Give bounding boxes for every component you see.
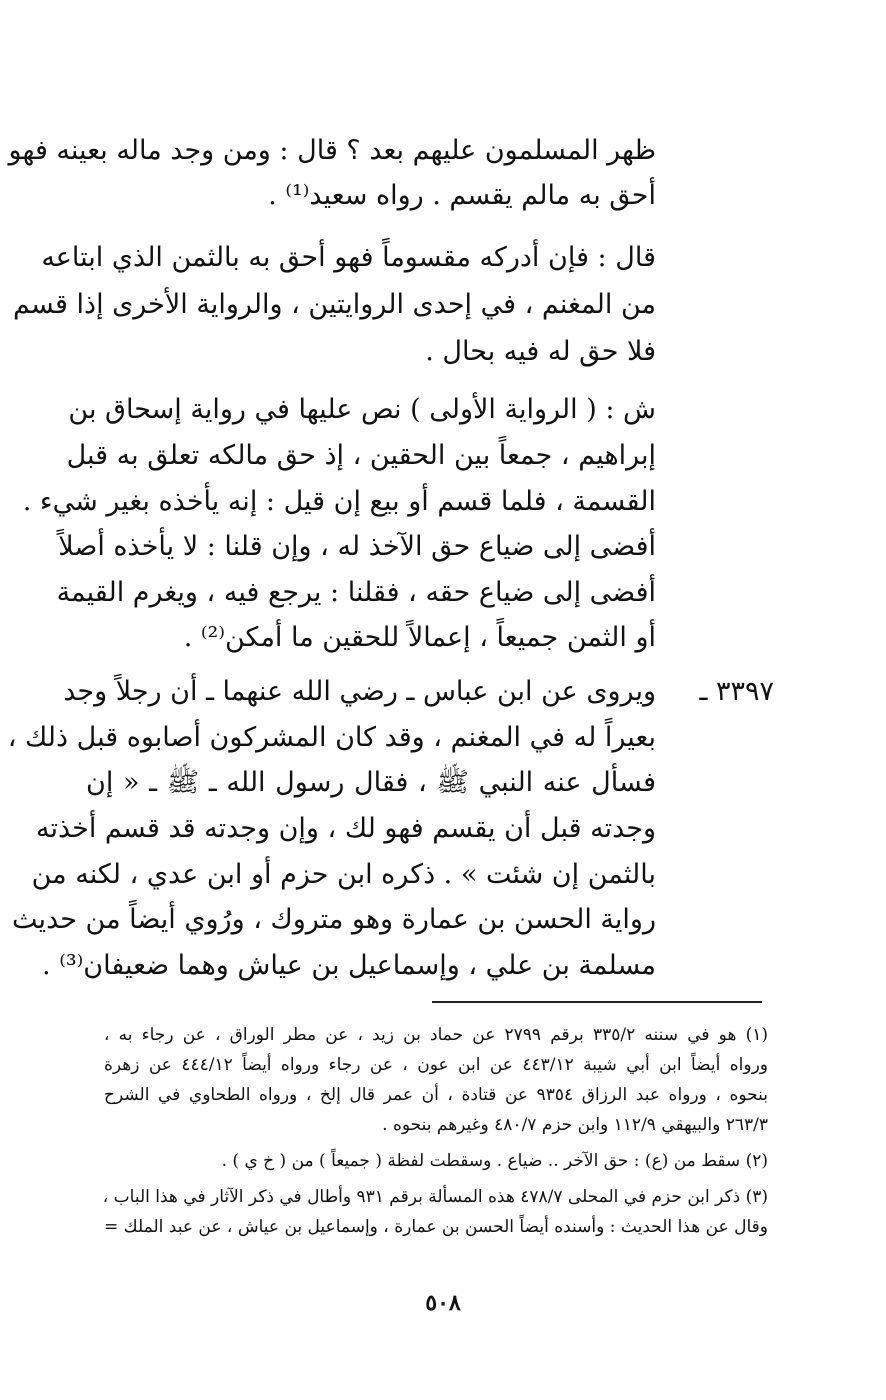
footnote-line: (١) هو في سننه ٣٣٥/٢ برقم ٢٧٩٩ عن حماد بن زيد ، عن مطر الوراق ، عن رجاء به ، [104,1025,768,1045]
footnote-line: (٢) سقط من (ع) : حق الآخر .. ضياع . وسقطت لفظة ( جميعاً ) من ( خ ي ) . [221,1151,768,1171]
text-line: أحق به مالم يقسم . رواه سعيد⁽¹⁾ . [268,180,656,211]
hadith-line: وجدته قبل أن يقسم فهو لك ، وإن وجدته قد قسم أخذته [35,813,656,844]
footnote-line: ورواه أيضاً ابن أبي شيبة ٤٤٣/١٢ عن ابن عون ، عن رجاء ورواه أيضاً ٤٤٤/١٢ عن زهرة [104,1055,769,1075]
hadith-line: بعيراً له في المغنم ، وقد كان المشركون أصابوه قبل ذلك ، [7,722,656,753]
hadith-line: بالثمن إن شئت » . ذكره ابن حزم أو ابن عدي ، لكنه من [31,859,656,890]
footnote-line: (٣) ذكر ابن حزم في المحلى ٤٧٨/٧ هذه المسألة برقم ٩٣١ وأطال في ذكر الآثار في هذا الباب ، [102,1187,768,1207]
hadith-line: فسأل عنه النبي ﷺ ، فقال رسول الله ـ ﷺ ـ « إن [86,767,656,798]
text-line: أفضى إلى ضياع حق الآخذ له ، وإن قلنا : لا يأخذه أصلاً [58,531,656,562]
text-line: أفضى إلى ضياع حقه ، فقلنا : يرجع فيه ، ويغرم القيمة [56,577,656,608]
hadith-number: ٣٣٩٧ ـ [699,676,774,707]
text-line: من المغنم ، في إحدى الروايتين ، والرواية الأخرى إذا قسم [13,289,656,320]
hadith-line: رواية الحسن بن عمارة وهو متروك ، ورُوي أيضاً من حديث [12,904,656,935]
hadith-line: مسلمة بن علي ، وإسماعيل بن عياش وهما ضعيفان⁽³⁾ . [42,950,656,981]
page-number: ٥٠٨ [425,1290,461,1316]
text-line: قال : فإن أدركه مقسوماً فهو أحق به بالثمن الذي ابتاعه [41,242,656,273]
footnote-line: وقال عن هذا الحديث : وأسنده أيضاً الحسن بن عمارة ، وإسماعيل بن عياش ، عن عبد الملك = [104,1217,768,1237]
text-line: ش : ( الرواية الأولى ) نص عليها في رواية إسحاق بن [68,394,656,425]
text-line: ظهر المسلمون عليهم بعد ؟ قال : ومن وجد ماله بعينه فهو [8,135,656,166]
text-line: القسمة ، فلما قسم أو بيع إن قيل : إنه يأخذه بغير شيء . [22,486,656,517]
text-line: فلا حق له فيه بحال . [425,336,656,367]
hadith-line: ويروى عن ابن عباس ـ رضي الله عنهما ـ أن رجلاً وجد [63,676,656,707]
footnote-line: بنحوه ، ورواه عبد الرزاق ٩٣٥٤ عن قتادة ، أن عمر قال إلخ ، ورواه الطحاوي في الشرح [104,1085,769,1105]
text-line: إبراهيم ، جمعاً بين الحقين ، إذ حق مالكه تعلق به قبل [66,440,656,471]
text-line: أو الثمن جميعاً ، إعمالاً للحقين ما أمكن⁽²⁾ . [183,622,656,653]
footnote-line: ٢٦٣/٣ والبيهقي ١١٢/٩ وابن حزم ٤٨٠/٧ وغيرهم بنحوه . [382,1115,768,1135]
footnote-divider [432,1001,762,1003]
